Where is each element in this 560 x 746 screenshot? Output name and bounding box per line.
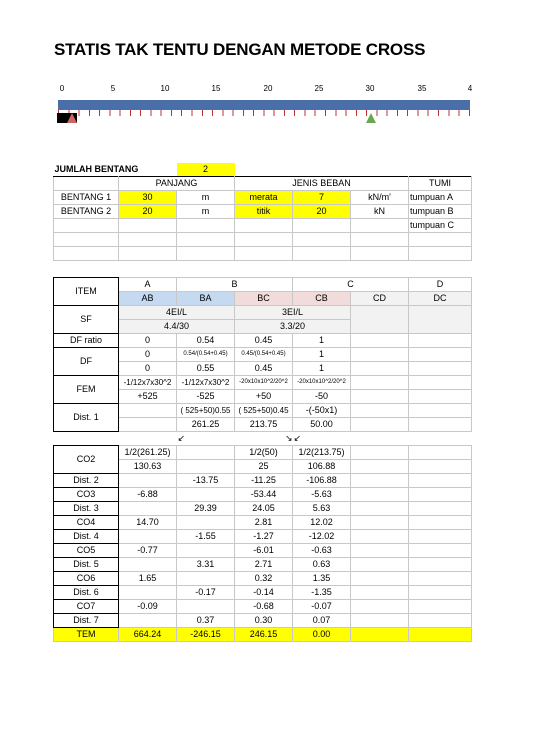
tem-ab: 664.24 xyxy=(119,628,177,642)
support-name: tumpuan C xyxy=(409,219,472,233)
tem-row xyxy=(54,628,472,642)
dist1-cb: 50.00 xyxy=(293,418,351,432)
sf-bc-value: 3.3/20 xyxy=(235,320,351,334)
span-name: BENTANG 1 xyxy=(54,191,119,205)
ruler-tick: 30 xyxy=(365,84,375,93)
fem-ba: -525 xyxy=(177,390,235,404)
span-name: BENTANG 2 xyxy=(54,205,119,219)
table-row xyxy=(54,530,472,544)
cell-bc: 2.81 xyxy=(235,516,293,530)
cell-bc: 0.30 xyxy=(235,614,293,628)
dfratio-bc: 0.45 xyxy=(235,334,293,348)
table-row xyxy=(54,572,472,586)
load-unit: kN xyxy=(351,205,409,219)
cell-bc: -53.44 xyxy=(235,488,293,502)
cell-ba: -1.55 xyxy=(177,530,235,544)
header-panjang: PANJANG xyxy=(119,177,235,191)
table-row xyxy=(54,474,472,488)
support-marker-b xyxy=(366,113,376,123)
row-label: Dist. 3 xyxy=(54,502,119,516)
row-label: CO5 xyxy=(54,544,119,558)
cell-cb: 0.63 xyxy=(293,558,351,572)
cell-cb: 0.07 xyxy=(293,614,351,628)
ruler-tick: 10 xyxy=(160,84,170,93)
cell-ab: -6.88 xyxy=(119,488,177,502)
df-ab: 0 xyxy=(119,362,177,376)
table-row xyxy=(54,502,472,516)
cell-cb: -0.63 xyxy=(293,544,351,558)
table-row xyxy=(54,558,472,572)
ruler-tick: 20 xyxy=(263,84,273,93)
member-ba: BA xyxy=(177,292,235,306)
cell-bc: -1.27 xyxy=(235,530,293,544)
cell-ba xyxy=(177,516,235,530)
ruler-tick: 35 xyxy=(417,84,427,93)
fem-cb: -50 xyxy=(293,390,351,404)
row-label: CO3 xyxy=(54,488,119,502)
df-ba-formula: 0.54/(0.54+0.45) xyxy=(177,348,235,362)
row-label: Dist. 5 xyxy=(54,558,119,572)
dfratio-cb: 1 xyxy=(293,334,351,348)
table-row xyxy=(54,219,472,233)
df-label: DF xyxy=(54,348,119,376)
df-cb-formula: 1 xyxy=(293,348,351,362)
member-dc: DC xyxy=(409,292,472,306)
support-name: tumpuan B xyxy=(409,205,472,219)
dist1-bc: 213.75 xyxy=(235,418,293,432)
fem-ba-formula: -1/12x7x30^2 xyxy=(177,376,235,390)
cell-cb: -12.02 xyxy=(293,530,351,544)
table-row xyxy=(54,544,472,558)
cell-ab xyxy=(119,614,177,628)
span-length-input[interactable]: 30 xyxy=(119,191,177,205)
cell-ba xyxy=(177,600,235,614)
dfratio-ab: 0 xyxy=(119,334,177,348)
cell-ab xyxy=(119,530,177,544)
tem-bc: 246.15 xyxy=(235,628,293,642)
cell-ba: -0.17 xyxy=(177,586,235,600)
joint-b: B xyxy=(177,278,293,292)
fem-ab-formula: -1/12x7x30^2 xyxy=(119,376,177,390)
cell-bc: -0.14 xyxy=(235,586,293,600)
load-value-input[interactable]: 20 xyxy=(293,205,351,219)
df-ba: 0.55 xyxy=(177,362,235,376)
span-unit: m xyxy=(177,205,235,219)
beam-bar xyxy=(58,100,470,110)
dist1-ba: 261.25 xyxy=(177,418,235,432)
member-ab: AB xyxy=(119,292,177,306)
ruler-tick: 15 xyxy=(211,84,221,93)
dfratio-label: DF ratio xyxy=(54,334,119,348)
cell-bc: -11.25 xyxy=(235,474,293,488)
cell-ba xyxy=(177,544,235,558)
cell-bc: 2.71 xyxy=(235,558,293,572)
support-name: tumpuan A xyxy=(409,191,472,205)
table-row xyxy=(54,191,472,205)
co2-label: CO2 xyxy=(54,446,119,474)
fem-bc-formula: -20x10x10^2/20^2 xyxy=(235,376,293,390)
sf-ab-formula: 4EI/L xyxy=(119,306,235,320)
tem-cb: 0.00 xyxy=(293,628,351,642)
fem-label: FEM xyxy=(54,376,119,404)
header-jenis-beban: JENIS BEBAN xyxy=(235,177,409,191)
row-label: Dist. 4 xyxy=(54,530,119,544)
cell-ba: 29.39 xyxy=(177,502,235,516)
cell-cb: 5.63 xyxy=(293,502,351,516)
dist1-label: Dist. 1 xyxy=(54,404,119,432)
cell-cb: 1.35 xyxy=(293,572,351,586)
df-bc-formula: 0.45/(0.54+0.45) xyxy=(235,348,293,362)
cell-cb: -1.35 xyxy=(293,586,351,600)
row-label: CO4 xyxy=(54,516,119,530)
table-row xyxy=(54,586,472,600)
co2-cb-formula: 1/2(213.75) xyxy=(293,446,351,460)
member-cd: CD xyxy=(351,292,409,306)
dist1-bc-formula: ( 525+50)0.45 xyxy=(235,404,293,418)
span-length-input[interactable]: 20 xyxy=(119,205,177,219)
row-label: CO7 xyxy=(54,600,119,614)
co2-cb: 106.88 xyxy=(293,460,351,474)
ruler-tick: 5 xyxy=(110,84,116,93)
cell-ab: 14.70 xyxy=(119,516,177,530)
row-label: Dist. 7 xyxy=(54,614,119,628)
span-table xyxy=(53,163,472,261)
df-ab-formula: 0 xyxy=(119,348,177,362)
cell-bc: 24.05 xyxy=(235,502,293,516)
beam-ruler xyxy=(54,84,473,129)
cell-ab: -0.77 xyxy=(119,544,177,558)
fem-ab: +525 xyxy=(119,390,177,404)
joint-c: C xyxy=(293,278,409,292)
load-unit: kN/m' xyxy=(351,191,409,205)
cell-ba: 0.37 xyxy=(177,614,235,628)
co2-bc-formula: 1/2(50) xyxy=(235,446,293,460)
cell-cb: -5.63 xyxy=(293,488,351,502)
fem-bc: +50 xyxy=(235,390,293,404)
ruler-tickmarks xyxy=(58,110,470,116)
df-bc: 0.45 xyxy=(235,362,293,376)
jumlah-bentang-label: JUMLAH BENTANG xyxy=(54,164,139,174)
sf-ab-value: 4.4/30 xyxy=(119,320,235,334)
fem-cb-formula: -20x10x10^2/20^2 xyxy=(293,376,351,390)
member-bc: BC xyxy=(235,292,293,306)
row-label: CO6 xyxy=(54,572,119,586)
df-cb: 1 xyxy=(293,362,351,376)
sf-bc-formula: 3EI/L xyxy=(235,306,351,320)
cell-ab xyxy=(119,558,177,572)
co2-ab-formula: 1/2(261.25) xyxy=(119,446,177,460)
carry-over-arrow: ↙ xyxy=(177,433,186,443)
member-cb: CB xyxy=(293,292,351,306)
ruler-tick: 25 xyxy=(314,84,324,93)
sf-label: SF xyxy=(54,306,119,334)
cell-ab xyxy=(119,586,177,600)
load-type-input[interactable]: titik xyxy=(235,205,293,219)
cell-bc: -0.68 xyxy=(235,600,293,614)
table-row xyxy=(54,488,472,502)
carry-over-arrow: ↘ xyxy=(284,433,293,443)
carry-over-arrow: ↙ xyxy=(293,433,302,443)
span-unit: m xyxy=(177,191,235,205)
cross-table xyxy=(53,277,472,642)
cell-cb: -106.88 xyxy=(293,474,351,488)
co2-ab: 130.63 xyxy=(119,460,177,474)
table-row xyxy=(54,600,472,614)
jumlah-bentang-input[interactable]: 2 xyxy=(177,163,235,177)
row-label: Dist. 2 xyxy=(54,474,119,488)
dfratio-ba: 0.54 xyxy=(177,334,235,348)
table-row xyxy=(54,516,472,530)
tem-ba: -246.15 xyxy=(177,628,235,642)
cell-ba: -13.75 xyxy=(177,474,235,488)
tem-label: TEM xyxy=(54,628,119,642)
co2-bc: 25 xyxy=(235,460,293,474)
cell-ba xyxy=(177,572,235,586)
joint-d: D xyxy=(409,278,472,292)
load-type-input[interactable]: merata xyxy=(235,191,293,205)
cell-bc: -6.01 xyxy=(235,544,293,558)
cell-ab: -0.09 xyxy=(119,600,177,614)
dist1-cb-formula: -(-50x1) xyxy=(293,404,351,418)
dist1-ba-formula: ( 525+50)0.55 xyxy=(177,404,235,418)
cell-ba xyxy=(177,488,235,502)
cell-bc: 0.32 xyxy=(235,572,293,586)
header-tumpuan: TUMI xyxy=(409,177,472,191)
joint-a: A xyxy=(119,278,177,292)
page-title: STATIS TAK TENTU DENGAN METODE CROSS xyxy=(54,40,426,59)
load-value-input[interactable]: 7 xyxy=(293,191,351,205)
cell-cb: -0.07 xyxy=(293,600,351,614)
cell-ba: 3.31 xyxy=(177,558,235,572)
ruler-tick: 4 xyxy=(467,84,473,93)
ruler-tick: 0 xyxy=(59,84,65,93)
row-label: Dist. 6 xyxy=(54,586,119,600)
support-marker-a xyxy=(67,113,77,123)
cell-ab xyxy=(119,474,177,488)
cell-cb: 12.02 xyxy=(293,516,351,530)
cell-ab: 1.65 xyxy=(119,572,177,586)
cell-ab xyxy=(119,502,177,516)
table-row xyxy=(54,614,472,628)
table-row xyxy=(54,205,472,219)
item-header: ITEM xyxy=(54,278,119,306)
